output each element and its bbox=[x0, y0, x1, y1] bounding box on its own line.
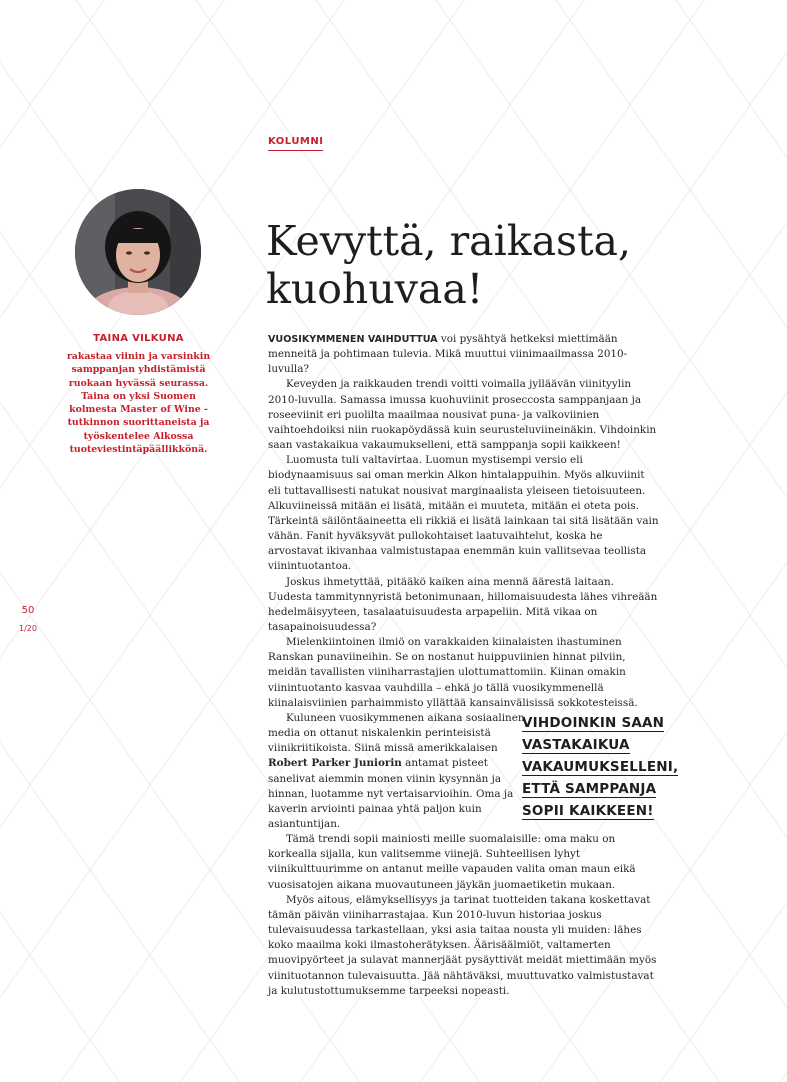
pull-quote-text: VIHDOINKIN SAAN VASTAKAIKUA VAKAUMUKSELLENI, ETTÄ SAMPPANJA SOPII KAIKKEEN! bbox=[522, 715, 679, 819]
person-name: Robert Parker Juniorin bbox=[268, 757, 402, 770]
pull-quote bbox=[522, 712, 692, 822]
author-bio: rakastaa viinin ja varsinkin samppanjan yhdistämistä ruokaan hyvässä seurassa. Taina on yksi Suomen kolmesta Master of Wine -tutkinnon suorittaneista ja työskentelee Alkossa tuoteviestintäpäällikkönä. bbox=[66, 351, 211, 456]
lead-words: VUOSIKYMMENEN VAIHDUTTUA bbox=[268, 334, 438, 345]
paragraph-text: Kuluneen vuosikymmenen aikana sosiaalinen media on ottanut niskalenkin perinteisistä viinikriitikoista. Siinä missä amerikkalaisen bbox=[268, 711, 525, 755]
paragraph-text: Mielenkiintoinen ilmiö on varakkaiden kiinalaisten ihastuminen Ranskan punaviineihin. Se on nostanut huippuviinien hinnat pilviin, meidän tavallisten viiniharrastajien ulottumattomiin. Kiinan omakin viinintuotanto kasvaa vauhdilla – ehkä jo tällä vuosikymmenellä kiinalaisviinien parhaimmisto yllättää kansainvälisissä sokkotesteissä. bbox=[268, 636, 638, 709]
article-body bbox=[268, 332, 660, 999]
paragraph: Keveyden ja raikkauden trendi voitti voimalla jylläävän viinityylin 2010-luvulla. Samassa imussa kuohuviinit proseccosta samppanjaan ja roseeviinit eri puolilta maailmaa nousivat puna- ja valkoviinien vaihtoehdoiksi niin ruokapöydässä kuin seurusteluviineinäkin. Vihdoinkin saan vastakaikua vakaumukselleni, että samppanja sopii kaikkeen! bbox=[268, 378, 657, 452]
paragraph: Tämä trendi sopii mainiosti meille suomalaisille: oma maku on korkealla sijalla, kun valitsemme viinejä. Suhteellisen lyhyt viinikulttuurimme on antanut meille vapauden valita oman maun eikä vuosisatojen aikana muovautuneen jäykän juomaetiketin mukaan. bbox=[268, 833, 636, 891]
author-portrait-icon bbox=[75, 189, 201, 315]
page-number: 50 bbox=[21, 605, 35, 616]
paragraph: Myös aitous, elämyksellisyys ja tarinat tuotteiden takana koskettavat tämän päivän viiniharrastajaa. Kun 2010-luvun historiaa joskus tulevaisuudessa tarkastellaan, yksi asia taitaa nousta yli muiden: lähes koko maailma koki ilmastoherätyksen. Äärisäälmiöt, valtamerten muovipyörteet ja sulavat mannerjäät pysäyttivät meidät miettimään myös viinituotannon tulevaisuutta. Jää nähtäväksi, muuttuvatko valmistustavat ja kulutustottumuksemme tarpeeksi nopeasti. bbox=[268, 893, 657, 997]
paragraph: Joskus ihmetyttää, pitääkö kaiken aina mennä äärestä laitaan. Uudesta tammitynnyristä betonimunaan, hillomaisuudesta lähes vihreään hedelmäisyyteen, tasalaatuisuudesta arpapeliin. Mitä vikaa on tasapainoisuudessa? bbox=[268, 575, 658, 633]
lead-rest: voi pysähtyä hetkeksi miettimään menneitä ja pohtimaan tulevia. Mikä muuttui viinimaailmassa 2010-luvulla? bbox=[268, 333, 628, 376]
section-kicker: KOLUMNI bbox=[268, 136, 323, 151]
issue-number: 1/20 bbox=[19, 624, 37, 633]
paragraph-text: antamat pisteet sanelivat aiemmin monen viinin kysynnän ja hinnan, luotamme nyt vertaisarvioihin. Oma ja kaverin arviointi painaa yhtä paljon kuin asiantuntijan. bbox=[268, 757, 514, 830]
article-title: Kevyttä, raikasta, kuohuvaa! bbox=[266, 217, 632, 313]
paragraph bbox=[268, 635, 660, 711]
paragraph: Luomusta tuli valtavirtaa. Luomun mystisempi versio eli biodynaamisuus sai oman merkin Alkon hintalappuihin. Myös alkuviinit eli tuttavallisesti natukat nousivat marginaalista yleiseen tietoisuuteen. Alkuviineissä mitään ei lisätä, mitään ei muuteta, mitään ei oteta pois. Tärkeintä säilöntäaineetta eli rikkiä ei lisätä lainkaan tai sitä lisätään vain vähän. Fanit hyväksyvät pullokohtaiset laatuvaihtelut, koska he arvostavat ikivanhaa valmistustapaa enemmän kuin vallitsevaa teollista viinintuotantoa. bbox=[268, 454, 659, 573]
author-avatar bbox=[75, 189, 201, 315]
author-name: TAINA VILKUNA bbox=[93, 333, 184, 344]
page-number-block bbox=[14, 605, 42, 633]
paragraph-lead bbox=[268, 332, 660, 377]
